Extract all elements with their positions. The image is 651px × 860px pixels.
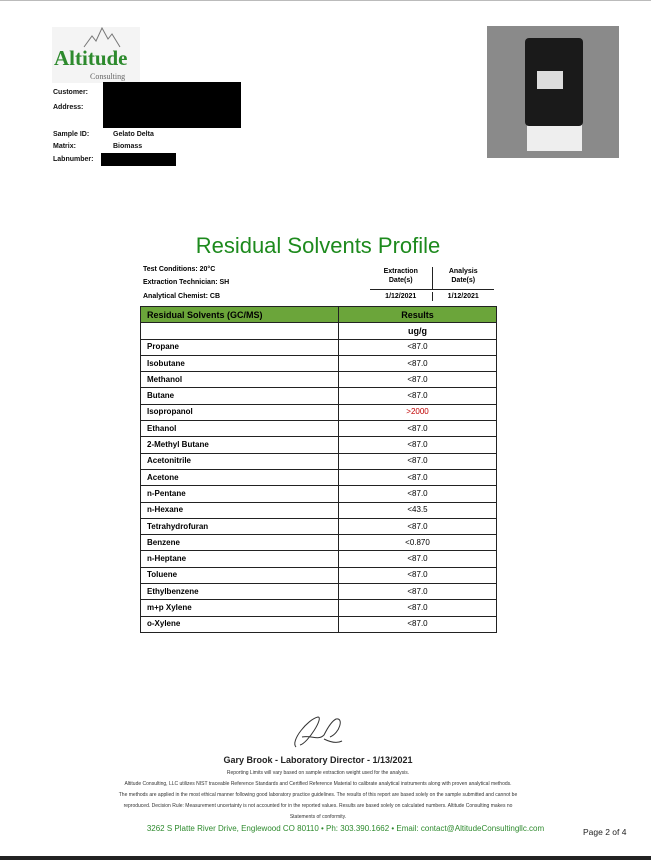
page-edge [0,856,651,860]
table-row [141,355,497,371]
disclaimer-line: Statements of conformity. [289,814,347,820]
disclaimer-line: Altitude Consulting, LLC utilizes NIST traceable Reference Standards and Certified Reference Material to calibrate analytical instruments along with proven analytical methods. [124,781,512,787]
result-value: <0.870 [339,535,497,551]
table-row [141,600,497,616]
sample-id-value: Gelato Delta [113,131,154,138]
result-value: <87.0 [339,567,497,583]
header-results: Results [339,307,497,323]
table-row [141,388,497,404]
contact-info: 3262 S Platte River Drive, Englewood CO 80110 • Ph: 303.390.1662 • Email: contact@AltitudeConsultingllc.com [146,824,545,833]
table-header [141,307,497,323]
result-value: <87.0 [339,453,497,469]
matrix-label: Matrix: [53,143,76,150]
analyte-name: o-Xylene [141,616,339,632]
analyte-name: Butane [141,388,339,404]
logo-text: Altitude [54,46,128,70]
signature [288,713,348,753]
logo-subtext: Consulting [90,72,126,81]
result-value: <87.0 [339,518,497,534]
result-value: <87.0 [339,551,497,567]
labnumber-label: Labnumber: [53,156,94,163]
table-row [141,486,497,502]
result-value: >2000 [339,404,497,420]
analyte-name: Toluene [141,567,339,583]
analyte-name: Methanol [141,372,339,388]
table-row [141,421,497,437]
result-value: <87.0 [339,584,497,600]
table-row [141,372,497,388]
address-label: Address: [53,104,84,111]
table-row [141,616,497,632]
disclaimer-line: reproduced. Decision Rule: Measurement uncertainty is not accounted for in the reported values. Results are based solely on calculated numbers. Altitude Consulting makes no [123,803,513,809]
redacted-block [103,82,241,128]
disclaimer [0,768,636,823]
unit-row [141,323,497,339]
analyte-name: Acetone [141,469,339,485]
signer-line: Gary Brook - Laboratory Director - 1/13/2021 [223,755,413,765]
analysis-date-label: Analysis Date(s) [448,268,478,284]
result-value: <87.0 [339,355,497,371]
result-value: <87.0 [339,339,497,355]
sample-photo [487,26,619,158]
analyte-name: Acetonitrile [141,453,339,469]
company-logo [52,27,140,83]
table-row [141,551,497,567]
analyte-name: Tetrahydrofuran [141,518,339,534]
analytical-chemist: Analytical Chemist: CB [143,293,221,300]
table-row [141,453,497,469]
analyte-name: Isobutane [141,355,339,371]
table-row [141,567,497,583]
extraction-technician: Extraction Technician: SH [143,279,230,286]
table-row [141,339,497,355]
analyte-name: 2-Methyl Butane [141,437,339,453]
analysis-date: 1/12/2021 [447,293,479,300]
sample-id-label: Sample ID: [53,131,90,138]
unit-blank [141,323,339,339]
result-value: <87.0 [339,486,497,502]
result-value: <43.5 [339,502,497,518]
customer-label: Customer: [53,89,89,96]
header-analyte: Residual Solvents (GC/MS) [141,307,339,323]
table-row [141,535,497,551]
analyte-name: m+p Xylene [141,600,339,616]
table-row [141,469,497,485]
residual-solvents-table [140,306,497,633]
table-row [141,404,497,420]
result-value: <87.0 [339,600,497,616]
test-conditions: Test Conditions: 20°C [143,266,216,273]
analyte-name: Propane [141,339,339,355]
disclaimer-line: Reporting Limits will vary based on sample extraction weight used for the analysis. [226,770,410,776]
result-value: <87.0 [339,421,497,437]
page-title: Residual Solvents Profile [195,233,441,258]
disclaimer-line: The methods are applied in the most ethical manner following good laboratory practice guidelines. The results of this report are based solely on the sample submitted and cannot be [118,792,518,798]
result-value: <87.0 [339,388,497,404]
extraction-date: 1/12/2021 [370,292,433,301]
result-value: <87.0 [339,372,497,388]
result-value: <87.0 [339,616,497,632]
analyte-name: n-Pentane [141,486,339,502]
photo-label [537,71,563,89]
result-value: <87.0 [339,469,497,485]
analyte-name: Benzene [141,535,339,551]
unit: ug/g [339,323,497,339]
table-row [141,584,497,600]
redacted-block [101,153,176,166]
analyte-name: Ethanol [141,421,339,437]
matrix-value: Biomass [113,143,143,150]
page-number: Page 2 of 4 [583,827,627,837]
analyte-name: n-Hexane [141,502,339,518]
table-row [141,502,497,518]
dates-block [370,267,494,301]
table-row [141,437,497,453]
table-row [141,518,497,534]
analyte-name: n-Heptane [141,551,339,567]
extraction-date-label: Extraction Date(s) [370,267,433,289]
analyte-name: Ethylbenzene [141,584,339,600]
analyte-name: Isopropanol [141,404,339,420]
result-value: <87.0 [339,437,497,453]
